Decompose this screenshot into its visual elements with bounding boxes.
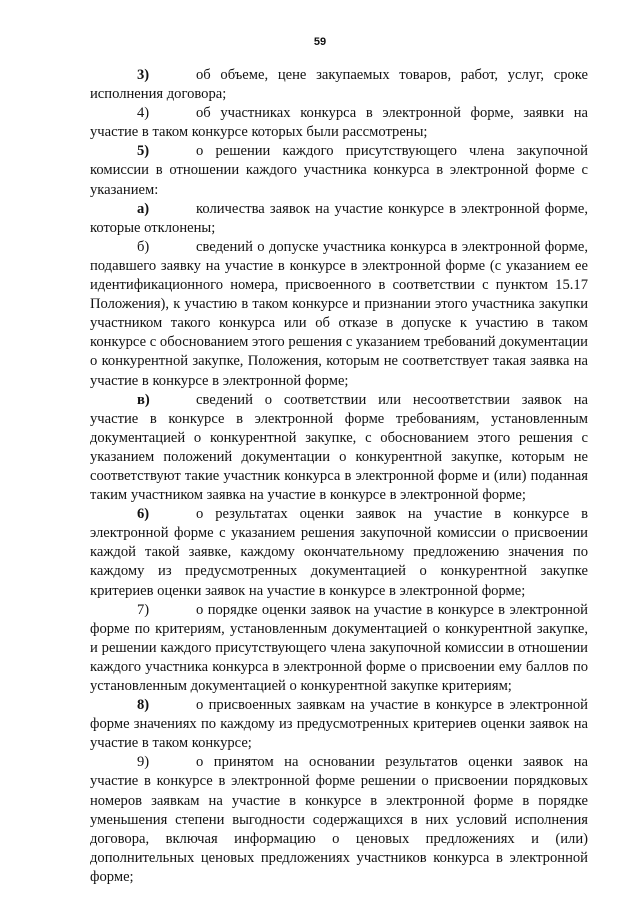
list-item-text: сведений о соответствии или несоответствии заявок на участие в конкурсе в электронной форме требованиям, установленным документацией о конкурентной закупке, с обоснованием этого решения с указанием положений документации о конкурентной закупке, которым не соответствуют такие участник конкурса в электронной форме и (или) поданная таким участником заявка на участие в конкурсе в электронной форме; [90,391,588,504]
list-item-text: об участниках конкурса в электронной форме, заявки на участие в таком конкурсе которых были рассмотрены; [90,105,588,141]
document-body [90,66,588,887]
list-item [90,391,588,506]
list-item-text: о присвоенных заявкам на участие в конкурсе в электронной форме значениях по каждому из предусмотренных критериев оценки заявок на участие в таком конкурсе; [90,697,588,752]
list-item [90,753,588,887]
list-item [90,142,588,199]
list-item-text: об объеме, цене закупаемых товаров, работ, услуг, сроке исполнения договора; [90,67,588,103]
list-marker: 6) [137,506,150,523]
list-item-text: количества заявок на участие конкурсе в электронной форме, которые отклонены; [90,200,588,236]
list-item-text: о решении каждого присутствующего члена закупочной комиссии в отношении каждого участника конкурса в электронной форме с указанием: [90,143,588,198]
list-marker: 9) [137,754,150,771]
list-item-text: о порядке оценки заявок на участие в конкурсе в электронной форме по критериям, установленным документацией о конкурентной закупке, и решении каждого присутствующего члена закупочной комиссии в отношении каждого участника конкурса в электронной форме о присвоении ему баллов по установленным документацией о конкурентной закупке критериям; [90,601,588,694]
list-item-text: о результатах оценки заявок на участие в конкурсе в электронной форме с указанием решения закупочной комиссии о присвоении каждой такой заявке, каждому окончательному предложению значения по каждому из предусмотренных документацией о конкурентной закупке критериев оценки заявок на участие в конкурсе в электронной форме; [90,506,588,599]
list-item [90,66,588,104]
page-number: 59 [313,36,327,48]
list-marker: 4) [137,105,150,122]
list-item [90,238,588,391]
list-item-text: сведений о допуске участника конкурса в электронной форме, подавшего заявку на участие в конкурсе в электронной форме (с указанием ее идентификационного номера, присвоенного в соответствии с пунктом 15.17 Положения), к участию в таком конкурсе и признании этого участника закупки участником такого конкурса или об отказе в допуске к участию в таком конкурсе с обоснованием этого решения с указанием требований документации о конкурентной закупке, Положения, которым не соответствует такая заявка на участие в конкурсе в электронной форме; [90,238,588,389]
list-marker: а) [137,200,150,217]
list-marker: б) [137,238,150,255]
list-item [90,601,588,696]
list-marker: 8) [137,697,150,714]
list-item [90,696,588,753]
list-marker: в) [137,391,150,408]
list-marker: 7) [137,601,150,618]
list-marker: 3) [137,67,150,83]
list-item [90,200,588,238]
list-item [90,505,588,600]
list-marker: 5) [137,143,150,160]
list-item-text: о принятом на основании результатов оценки заявок на участие в конкурсе в электронной форме решении о присвоении порядковых номеров заявкам на участие в конкурсе в электронной форме в порядке уменьшения степени выгодности содержащихся в них условий исполнения договора, включая информацию о ценовых предложениях и (или) дополнительных ценовых предложениях участников конкурса в электронной форме; [90,754,588,885]
list-item [90,104,588,142]
